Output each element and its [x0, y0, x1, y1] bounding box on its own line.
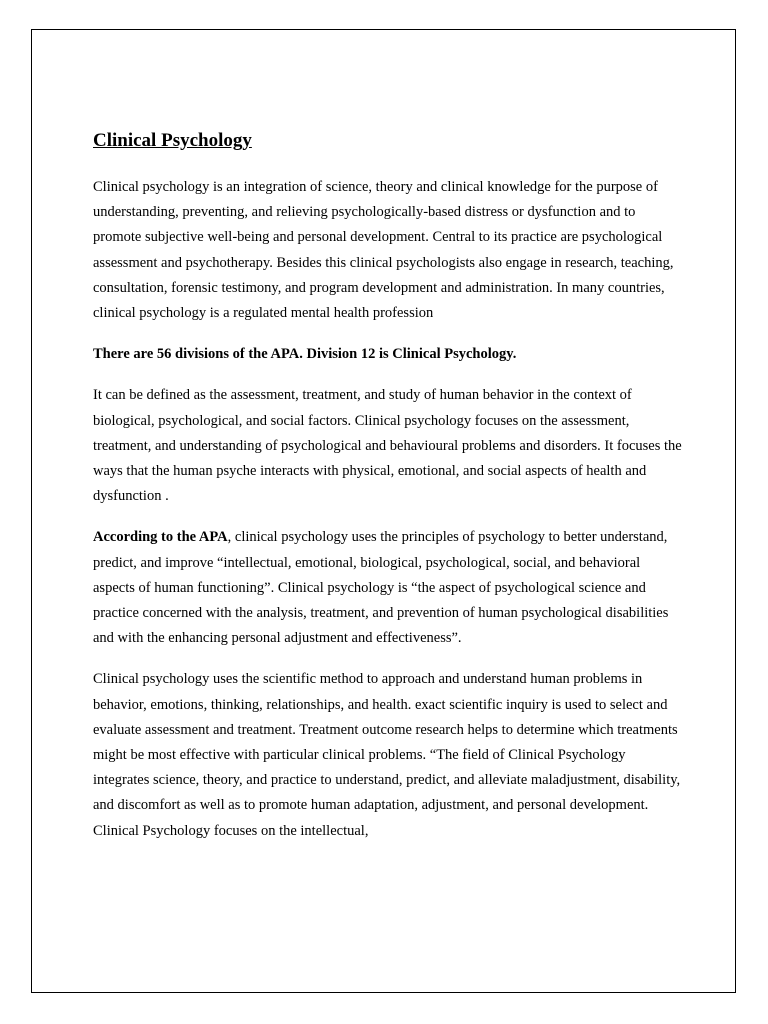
paragraph-apa-definition [93, 525, 683, 651]
paragraph-apa-lead: According to the APA [93, 529, 228, 546]
paragraph-intro: Clinical psychology is an integration of science, theory and clinical knowledge for the purpose of understanding, preventing, and relieving psychologically-based distress or dysfunction and to promote subjective well-being and personal development. Central to its practice are psychological assessment and psychotherapy. Besides this clinical psychologists also engage in research, teaching, consultation, forensic testimony, and program development and administration. In many countries, clinical psychology is a regulated mental health profession [93, 179, 674, 322]
document-body [93, 127, 683, 860]
page-title: Clinical Psychology [93, 130, 252, 151]
paragraph-apa-divisions: There are 56 divisions of the APA. Division 12 is Clinical Psychology. [93, 346, 517, 363]
paragraph-scientific-method: Clinical psychology uses the scientific method to approach and understand human problems in behavior, emotions, thinking, relationships, and health. exact scientific inquiry is used to select and evaluate assessment and treatment. Treatment outcome research helps to determine which treatments might be most effective with particular clinical problems. “The field of Clinical Psychology integrates science, theory, and practice to understand, predict, and alleviate maladjustment, disability, and discomfort as well as to promote human adaptation, adjustment, and personal development. Clinical Psychology focuses on the intellectual, [93, 671, 681, 839]
paragraph-definition: It can be defined as the assessment, treatment, and study of human behavior in the context of biological, psychological, and social factors. Clinical psychology focuses on the assessment, treatment, and understanding of psychological and behavioural problems and disorders. It focuses the ways that the human psyche interacts with physical, emotional, and social aspects of health and dysfunction . [93, 387, 682, 505]
paragraph-apa-body: , clinical psychology uses the principles of psychology to better understand, predict, and improve “intellectual, emotional, biological, psychological, social, and behavioral aspects of human functioning”. Clinical psychology is “the aspect of psychological science and practice concerned with the analysis, treatment, and prevention of human psychological disabilities and with the enhancing personal adjustment and effectiveness”. [93, 529, 669, 647]
